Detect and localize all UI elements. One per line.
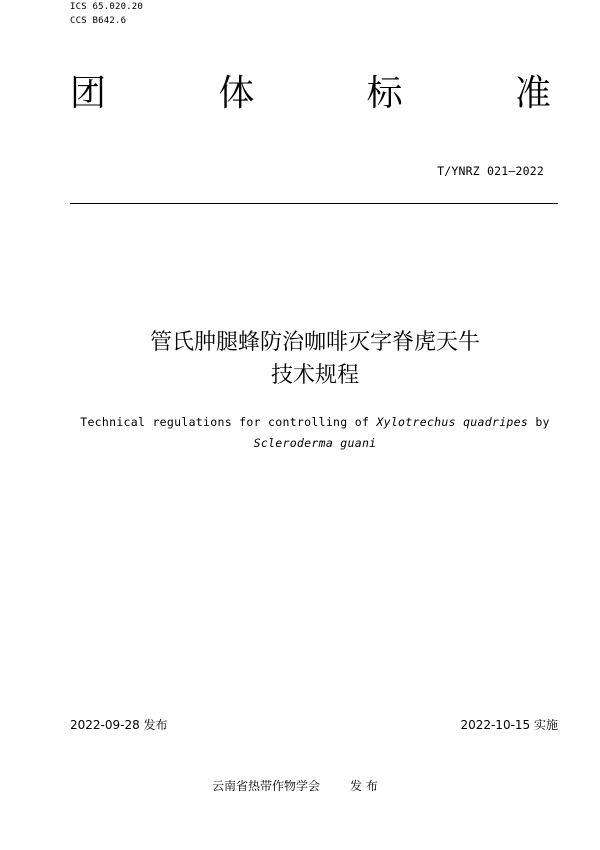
chinese-title-line-2: 技术规程 <box>270 363 359 388</box>
english-title <box>0 412 600 454</box>
issuer-action: 发 布 <box>350 779 378 793</box>
standard-type-char: 准 <box>514 73 551 114</box>
english-title-line-1 <box>0 412 600 433</box>
english-title-by: by <box>528 415 550 429</box>
standard-type-char: 团 <box>69 73 106 114</box>
ics-code: ICS 65.020.20 <box>70 2 144 12</box>
issuer-line <box>212 777 378 794</box>
english-title-line-2 <box>0 433 600 454</box>
issuer-name: 云南省热带作物学会 <box>212 779 321 793</box>
header-divider <box>70 203 558 204</box>
standard-type-char: 体 <box>218 73 255 114</box>
english-title-text: Technical regulations for controlling of <box>80 415 377 429</box>
chinese-title <box>0 326 600 392</box>
chinese-title-line-1: 管氏肿腿蜂防治咖啡灭字脊虎天牛 <box>149 330 480 355</box>
scientific-name-wasp: Scleroderma guani <box>253 436 377 450</box>
publish-date: 2022-09-28 发布 <box>70 718 168 732</box>
standard-code: T/YNRZ 021—2022 <box>437 164 544 178</box>
standard-type-heading <box>68 72 553 116</box>
implement-date: 2022-10-15 实施 <box>460 718 558 732</box>
ccs-code: CCS B642.6 <box>70 16 127 26</box>
standard-type-char: 标 <box>366 73 403 114</box>
scientific-name-pest: Xylotrechus quadripes <box>376 415 529 429</box>
